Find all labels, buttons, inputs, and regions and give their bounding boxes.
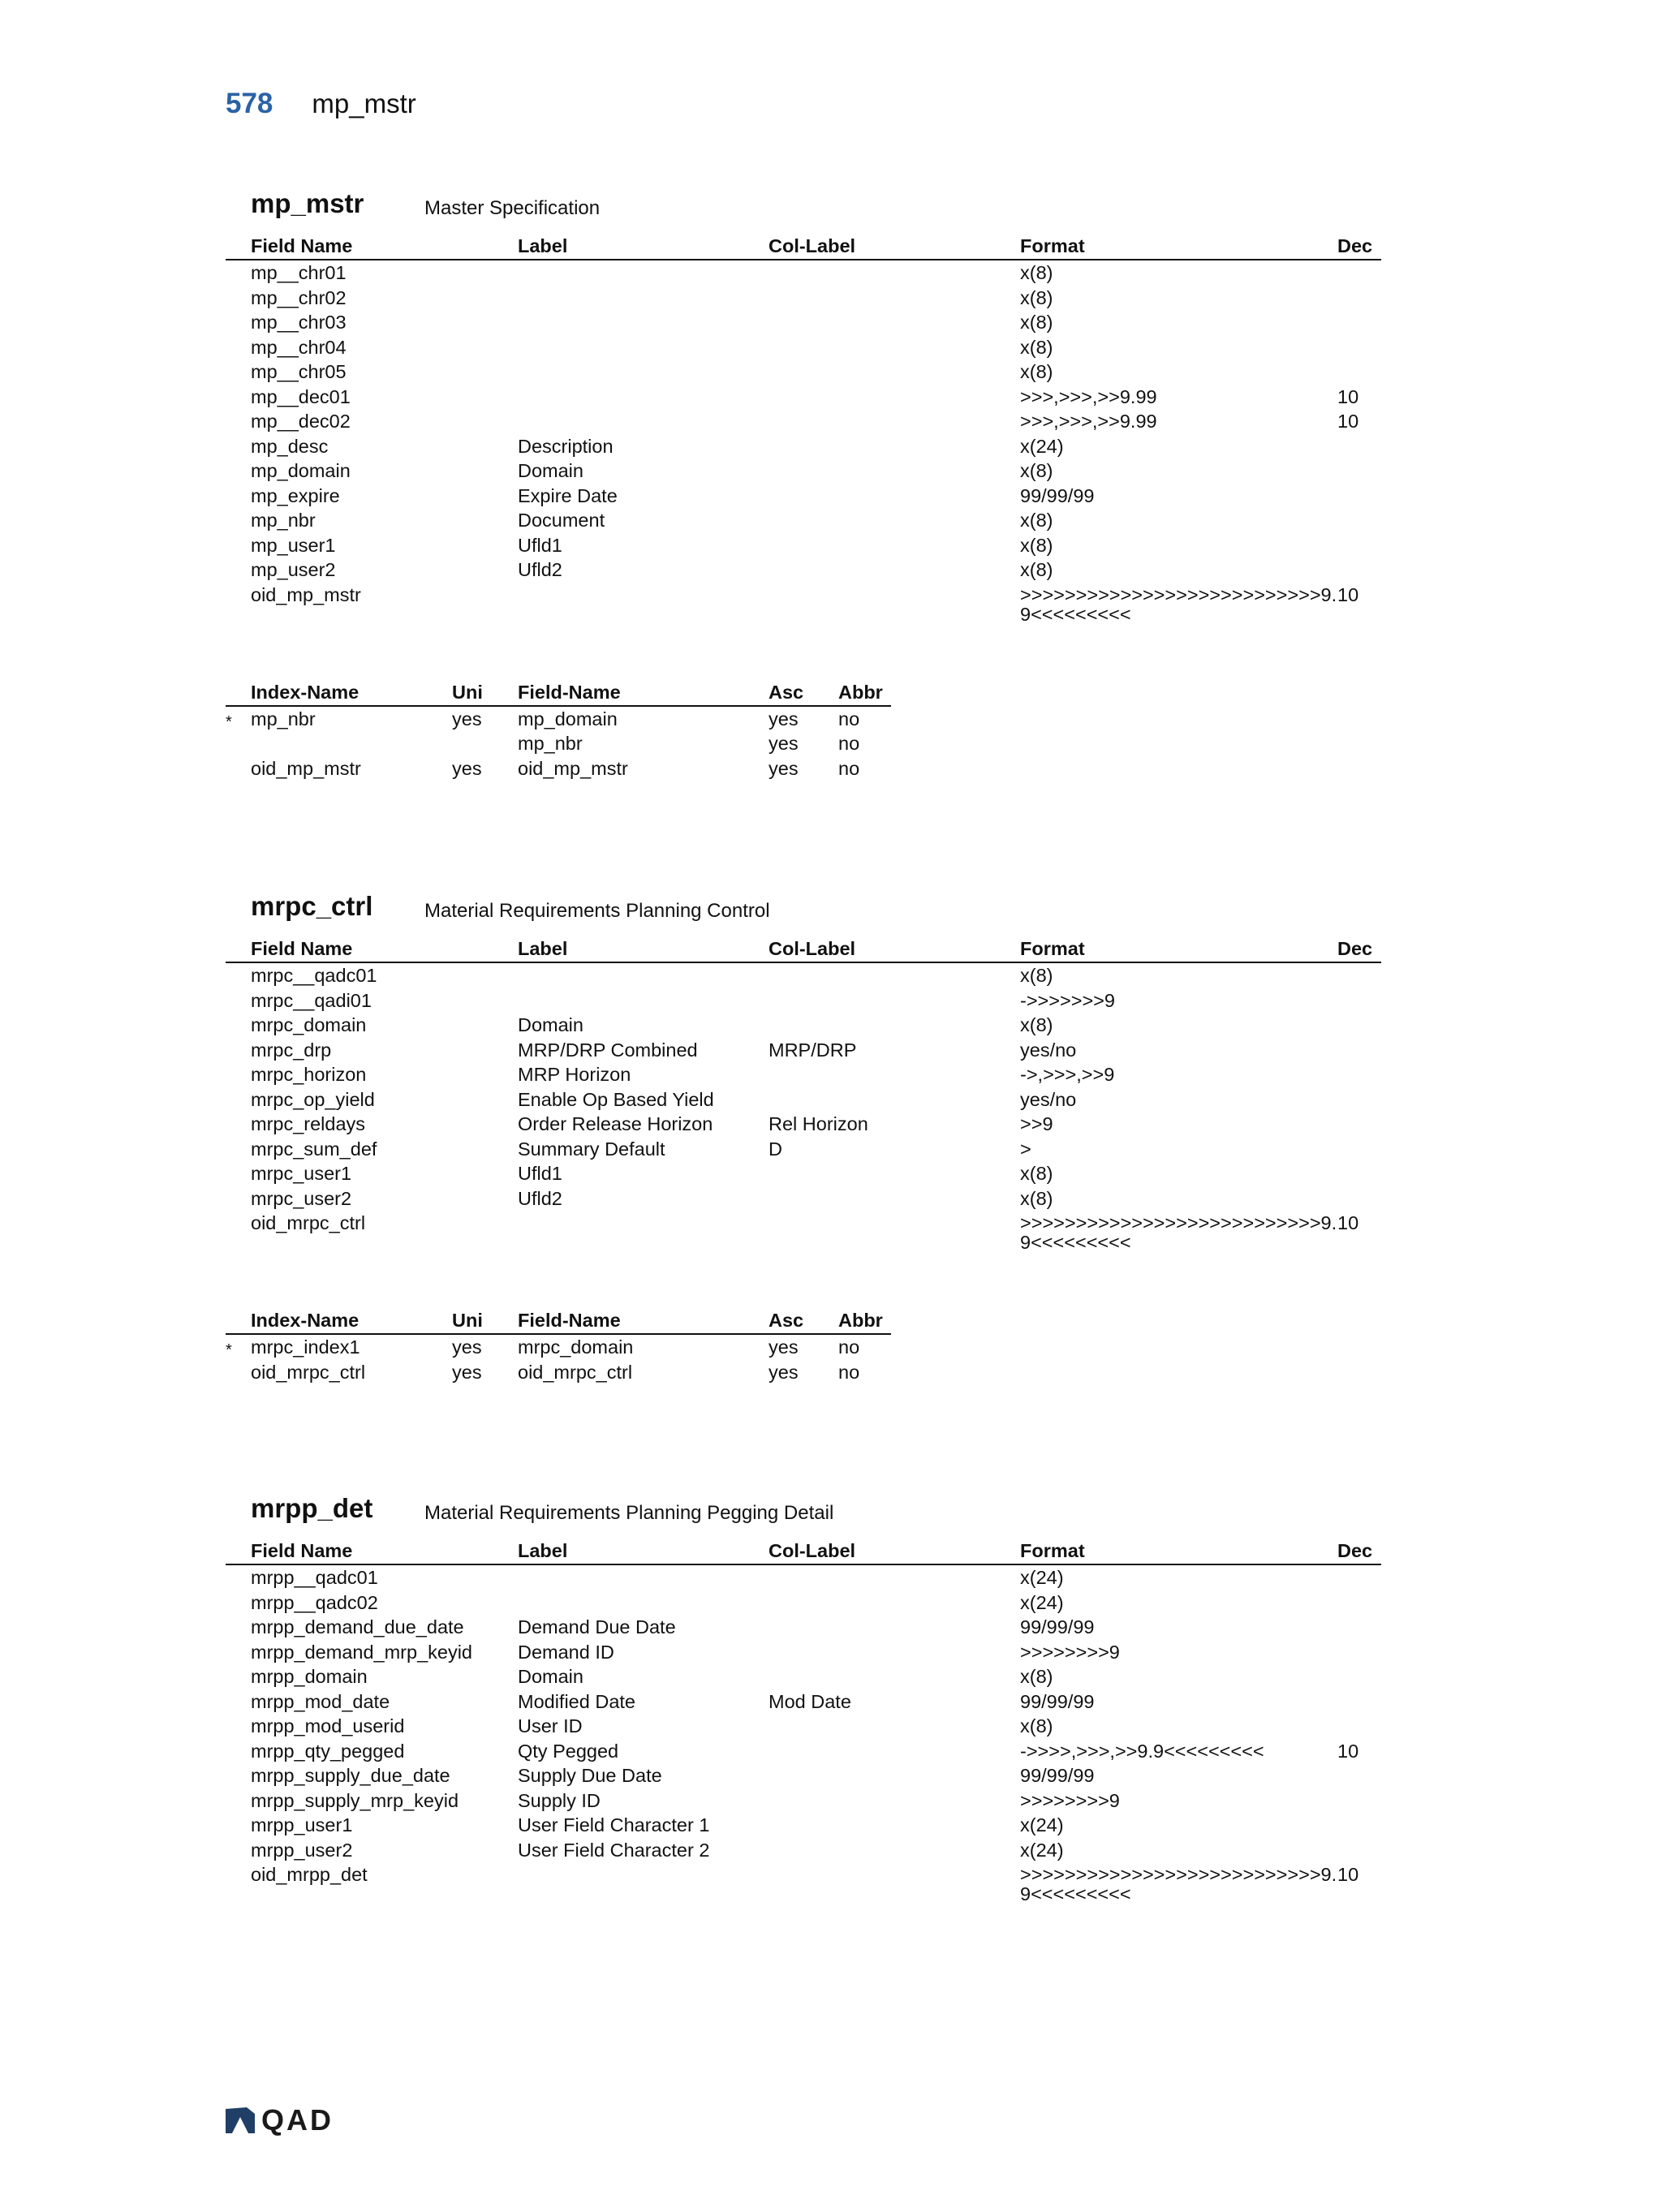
table-row	[226, 1689, 1381, 1715]
header-field-name: Field Name	[251, 938, 353, 959]
index-row	[226, 756, 891, 781]
field-format: 99/99/99	[1020, 1616, 1095, 1637]
field-name: mrpc_horizon	[251, 1064, 367, 1085]
header-index-name: Index-Name	[251, 1310, 360, 1331]
table-row	[226, 988, 1381, 1013]
field-format: x(8)	[1020, 1666, 1053, 1687]
field-rows	[226, 1565, 1381, 1904]
field-name: mp__chr01	[251, 262, 347, 283]
field-format: x(8)	[1020, 559, 1053, 580]
field-name: mrpc_op_yield	[251, 1088, 375, 1110]
header-dec: Dec	[1337, 938, 1373, 959]
table-name: mrpc_ctrl	[251, 891, 373, 921]
field-name: mrpc_user1	[251, 1163, 352, 1184]
header-asc: Asc	[769, 1310, 804, 1331]
field-name: mrpp_user2	[251, 1839, 353, 1861]
field-col-label: Rel Horizon	[769, 1113, 868, 1134]
header-field-name: Field-Name	[518, 1310, 621, 1331]
table-row	[226, 533, 1381, 558]
header-col-label: Col-Label	[769, 235, 856, 256]
field-col-label: Mod Date	[769, 1690, 851, 1712]
table-row	[226, 1788, 1381, 1814]
field-name: mrpc_sum_def	[251, 1138, 377, 1160]
field-format: >>>>>>>>9	[1020, 1789, 1120, 1811]
header-format: Format	[1020, 235, 1085, 256]
table-row	[226, 310, 1381, 335]
table-row	[226, 583, 1381, 625]
index-rows	[226, 1335, 891, 1384]
field-table	[226, 234, 1381, 625]
field-name: mp_nbr	[251, 510, 316, 531]
table-row	[226, 286, 1381, 311]
page-number: 578	[226, 88, 273, 119]
field-table	[226, 1539, 1381, 1904]
index-row	[226, 1360, 891, 1385]
field-name: mp__chr04	[251, 336, 347, 358]
field-format: x(8)	[1020, 460, 1053, 481]
field-format: x(24)	[1020, 1567, 1064, 1588]
field-format: x(8)	[1020, 336, 1053, 358]
index-table	[226, 680, 891, 781]
field-label: Qty Pegged	[518, 1740, 619, 1762]
field-format: >	[1020, 1138, 1031, 1160]
field-table-header	[226, 234, 1381, 260]
table-row	[226, 1062, 1381, 1087]
field-format: x(8)	[1020, 534, 1053, 556]
field-label: Supply ID	[518, 1789, 601, 1811]
table-row	[226, 1813, 1381, 1838]
field-label: Modified Date	[518, 1690, 635, 1712]
header-index-name: Index-Name	[251, 681, 360, 703]
table-description: Master Specification	[424, 197, 601, 219]
table-section-mrpp-det	[226, 1493, 1381, 1904]
index-abbreviated: no	[838, 1361, 860, 1383]
index-field-name: oid_mp_mstr	[518, 757, 628, 779]
table-row	[226, 1838, 1381, 1863]
table-row	[226, 1739, 1381, 1764]
index-name: oid_mp_mstr	[251, 757, 361, 779]
field-format: 99/99/99	[1020, 1690, 1095, 1712]
qad-logo-icon	[224, 2106, 256, 2135]
field-table-header	[226, 936, 1381, 963]
index-abbreviated: no	[838, 757, 860, 779]
field-name: mrpp__qadc01	[251, 1567, 378, 1588]
field-format: x(8)	[1020, 1014, 1053, 1035]
index-field-name: mp_domain	[518, 708, 618, 729]
field-name: mp__chr03	[251, 312, 347, 333]
table-section-mp-mstr	[226, 188, 1381, 781]
table-row	[226, 1038, 1381, 1063]
table-row	[226, 963, 1381, 988]
index-field-name: mp_nbr	[518, 733, 583, 754]
field-dec: 10	[1337, 1864, 1359, 1885]
index-row	[226, 707, 891, 732]
field-label: Ufld1	[518, 1163, 562, 1184]
field-label: Demand ID	[518, 1641, 614, 1663]
field-table-header	[226, 1539, 1381, 1565]
table-row	[226, 557, 1381, 583]
table-name: mp_mstr	[251, 188, 364, 218]
table-row	[226, 1714, 1381, 1739]
index-ascending: yes	[769, 1361, 799, 1383]
index-field-name: oid_mrpc_ctrl	[518, 1361, 633, 1383]
header-dec: Dec	[1337, 1540, 1373, 1561]
table-row	[226, 1087, 1381, 1112]
qad-logo	[224, 2103, 334, 2137]
table-row	[226, 484, 1381, 509]
index-table	[226, 1308, 891, 1384]
index-table-header	[226, 1308, 891, 1335]
table-section-mrpc-ctrl	[226, 891, 1381, 1384]
table-row	[226, 409, 1381, 434]
header-uni: Uni	[452, 1310, 483, 1331]
field-label: Domain	[518, 1666, 583, 1687]
table-row	[226, 260, 1381, 286]
field-label: Ufld2	[518, 559, 562, 580]
field-format: x(8)	[1020, 510, 1053, 531]
field-dec: 10	[1337, 1740, 1359, 1762]
field-name: mp__dec02	[251, 411, 351, 432]
field-format: x(8)	[1020, 262, 1053, 283]
table-row	[226, 359, 1381, 385]
table-row	[226, 1137, 1381, 1162]
primary-index-marker: *	[226, 1341, 232, 1359]
index-ascending: yes	[769, 708, 799, 729]
field-col-label: MRP/DRP	[769, 1039, 857, 1061]
header-abbr: Abbr	[838, 1310, 883, 1331]
field-format: >>>>>>>>>>>>>>>>>>>>>>>>>>>9.9<<<<<<<<<	[1020, 1212, 1337, 1253]
header-format: Format	[1020, 1540, 1085, 1561]
index-abbreviated: no	[838, 1336, 860, 1358]
section-head	[226, 1493, 1381, 1539]
field-format: x(8)	[1020, 1187, 1053, 1209]
index-unique: yes	[452, 757, 482, 779]
table-row	[226, 1211, 1381, 1253]
field-name: mrpp_demand_due_date	[251, 1616, 464, 1637]
section-head	[226, 891, 1381, 936]
field-format: x(24)	[1020, 1839, 1064, 1861]
field-name: mrpp_domain	[251, 1666, 368, 1687]
field-format: x(8)	[1020, 361, 1053, 382]
field-name: mrpp_mod_date	[251, 1690, 390, 1712]
field-dec: 10	[1337, 1212, 1359, 1233]
header-field-name: Field Name	[251, 235, 353, 256]
table-row	[226, 1640, 1381, 1665]
header-col-label: Col-Label	[769, 938, 856, 959]
field-format: 99/99/99	[1020, 484, 1095, 506]
table-description: Material Requirements Planning Pegging Detail	[424, 1502, 834, 1524]
table-row	[226, 1862, 1381, 1904]
index-rows	[226, 707, 891, 781]
table-row	[226, 458, 1381, 484]
header-abbr: Abbr	[838, 681, 883, 703]
field-format: >>>,>>>,>>9.99	[1020, 385, 1157, 407]
header-label: Label	[518, 235, 568, 256]
index-abbreviated: no	[838, 733, 860, 754]
index-ascending: yes	[769, 1336, 799, 1358]
field-name: mp__chr02	[251, 286, 347, 308]
index-name: mp_nbr	[251, 708, 316, 729]
table-row	[226, 1664, 1381, 1689]
field-label: Summary Default	[518, 1138, 665, 1160]
table-row	[226, 1013, 1381, 1038]
header-field-name: Field-Name	[518, 681, 621, 703]
field-dec: 10	[1337, 385, 1359, 407]
index-ascending: yes	[769, 757, 799, 779]
field-format: x(8)	[1020, 312, 1053, 333]
field-format: ->,>>>,>>9	[1020, 1064, 1115, 1085]
field-format: x(8)	[1020, 1715, 1053, 1736]
index-row	[226, 731, 891, 756]
field-format: 99/99/99	[1020, 1765, 1095, 1786]
page-header	[226, 88, 416, 120]
field-label: Expire Date	[518, 484, 618, 506]
field-format: x(24)	[1020, 1591, 1064, 1613]
field-format: x(8)	[1020, 965, 1053, 986]
field-name: mrpp_qty_pegged	[251, 1740, 405, 1762]
field-format: x(24)	[1020, 1814, 1064, 1835]
table-row	[226, 1615, 1381, 1640]
table-row	[226, 385, 1381, 410]
field-name: mp__chr05	[251, 361, 347, 382]
field-name: mp_expire	[251, 484, 340, 506]
field-name: mrpc__qadc01	[251, 965, 377, 986]
field-format: x(24)	[1020, 435, 1064, 457]
field-name: mrpp_user1	[251, 1814, 353, 1835]
field-name: mp_user1	[251, 534, 336, 556]
field-format: >>>>>>>>>>>>>>>>>>>>>>>>>>>9.9<<<<<<<<<	[1020, 1864, 1337, 1904]
table-row	[226, 1186, 1381, 1211]
field-label: Ufld1	[518, 534, 562, 556]
index-name: mrpc_index1	[251, 1336, 360, 1358]
field-label: User Field Character 2	[518, 1839, 710, 1861]
index-unique: yes	[452, 708, 482, 729]
field-format: ->>>>,>>>,>>9.9<<<<<<<<<	[1020, 1740, 1264, 1762]
field-name: oid_mrpc_ctrl	[251, 1212, 366, 1233]
field-name: mrpp_supply_mrp_keyid	[251, 1789, 459, 1811]
header-col-label: Col-Label	[769, 1540, 856, 1561]
field-label: Document	[518, 510, 605, 531]
field-dec: 10	[1337, 583, 1359, 605]
logo-text: QAD	[261, 2103, 334, 2137]
field-name: mrpp_demand_mrp_keyid	[251, 1641, 473, 1663]
field-label: Domain	[518, 1014, 583, 1035]
field-format: >>>>>>>>>>>>>>>>>>>>>>>>>>>9.9<<<<<<<<<	[1020, 583, 1337, 625]
table-row	[226, 1590, 1381, 1616]
table-description: Material Requirements Planning Control	[424, 900, 770, 922]
field-label: Enable Op Based Yield	[518, 1088, 714, 1110]
table-row	[226, 1161, 1381, 1186]
field-format: x(8)	[1020, 1163, 1053, 1184]
field-format: >>>>>>>>9	[1020, 1641, 1120, 1663]
field-name: mp_desc	[251, 435, 329, 457]
field-format: >>>,>>>,>>9.99	[1020, 411, 1157, 432]
field-name: mrpc_domain	[251, 1014, 367, 1035]
field-format: yes/no	[1020, 1088, 1077, 1110]
field-label: User ID	[518, 1715, 583, 1736]
table-row	[226, 1565, 1381, 1590]
field-name: mrpp_mod_userid	[251, 1715, 405, 1736]
index-name: oid_mrpc_ctrl	[251, 1361, 366, 1383]
field-table	[226, 936, 1381, 1253]
field-name: mp_user2	[251, 559, 336, 580]
field-label: Ufld2	[518, 1187, 562, 1209]
field-label: Description	[518, 435, 614, 457]
index-unique: yes	[452, 1361, 482, 1383]
field-name: mrpp__qadc02	[251, 1591, 378, 1613]
field-format: ->>>>>>>9	[1020, 989, 1115, 1011]
header-field-name: Field Name	[251, 1540, 353, 1561]
field-label: Order Release Horizon	[518, 1113, 713, 1134]
header-dec: Dec	[1337, 235, 1373, 256]
index-field-name: mrpc_domain	[518, 1336, 634, 1358]
field-format: yes/no	[1020, 1039, 1077, 1061]
index-unique: yes	[452, 1336, 482, 1358]
field-dec: 10	[1337, 411, 1359, 432]
index-table-header	[226, 680, 891, 707]
header-label: Label	[518, 938, 568, 959]
primary-index-marker: *	[226, 712, 232, 731]
table-row	[226, 1112, 1381, 1137]
field-name: mp_domain	[251, 460, 351, 481]
field-name: mrpc_user2	[251, 1187, 352, 1209]
table-row	[226, 434, 1381, 459]
section-head	[226, 188, 1381, 234]
header-format: Format	[1020, 938, 1085, 959]
field-label: MRP Horizon	[518, 1064, 631, 1085]
field-name: oid_mp_mstr	[251, 583, 361, 605]
header-label: Label	[518, 1540, 568, 1561]
field-name: oid_mrpp_det	[251, 1864, 368, 1885]
field-format: x(8)	[1020, 286, 1053, 308]
field-name: mrpc_drp	[251, 1039, 332, 1061]
table-name: mrpp_det	[251, 1493, 373, 1523]
table-row	[226, 1763, 1381, 1788]
field-col-label: D	[769, 1138, 782, 1160]
field-name: mp__dec01	[251, 385, 351, 407]
field-label: MRP/DRP Combined	[518, 1039, 698, 1061]
field-label: Domain	[518, 460, 583, 481]
header-asc: Asc	[769, 681, 804, 703]
field-name: mrpc_reldays	[251, 1113, 366, 1134]
header-uni: Uni	[452, 681, 483, 703]
field-label: User Field Character 1	[518, 1814, 710, 1835]
field-format: >>9	[1020, 1113, 1053, 1134]
field-label: Supply Due Date	[518, 1765, 662, 1786]
field-label: Demand Due Date	[518, 1616, 676, 1637]
table-row	[226, 335, 1381, 360]
index-abbreviated: no	[838, 708, 860, 729]
field-name: mrpc__qadi01	[251, 989, 372, 1011]
table-row	[226, 508, 1381, 533]
field-rows	[226, 260, 1381, 625]
index-ascending: yes	[769, 733, 799, 754]
index-row	[226, 1335, 891, 1360]
field-name: mrpp_supply_due_date	[251, 1765, 450, 1786]
page-header-title: mp_mstr	[312, 88, 416, 118]
field-rows	[226, 963, 1381, 1253]
